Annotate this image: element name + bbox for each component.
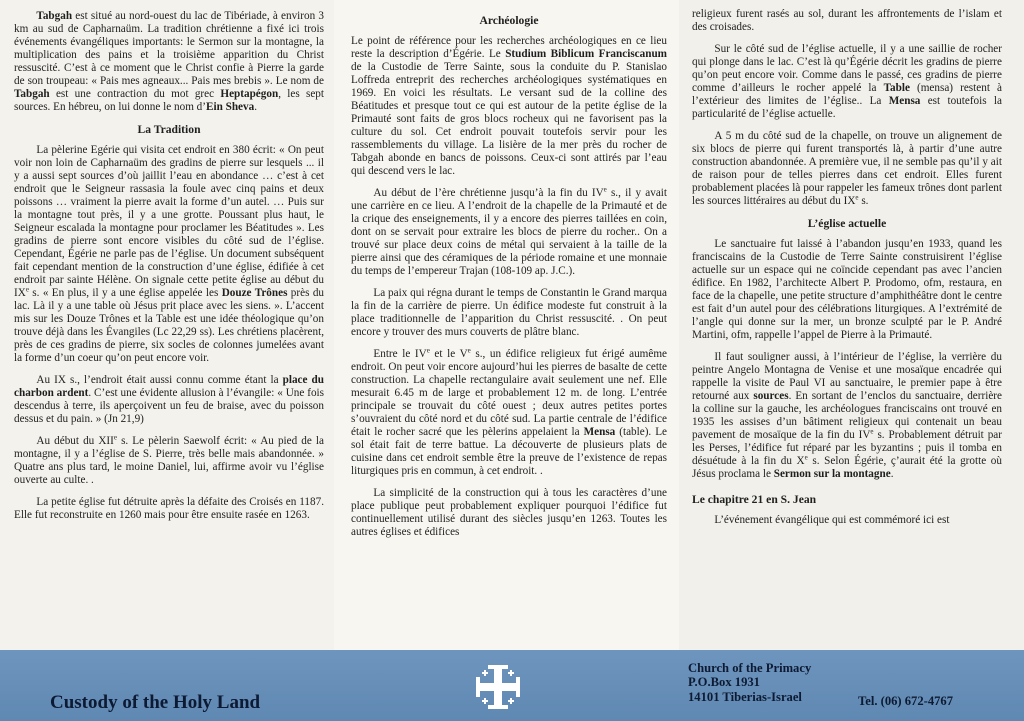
brochure-panel-middle [334,0,679,650]
sanctuaire-paragraph: Le sanctuaire fut laissé à l’abandon jusqu’en 1933, quand les franciscains de la Custodie de Terre Sainte construisirent l’église actuelle sur un espace qui ne coïncide cependant pas avec l’ancien édifice. En 1982, l’architecte Albert P. Prodomo, ofm, restaura, en face de la chapelle, une petite structure d’amphithéâtre dont le centre est fait d’un autel pour des célébrations liturgiques. A l’extrémité de l’angle qui donne sur la mer, un bronze sculpté par le P. André Martini, ofm, rappelle l’appel de Pierre à la Primauté. [692,238,1002,342]
charbon-paragraph [14,374,324,426]
text: est une contraction du mot grec [49,87,221,100]
heading-eglise-actuelle: L’église actuelle [807,216,887,230]
superscript: e [25,285,29,294]
text: Au début de l’ère chrétienne jusqu’à la fin du IV [373,187,604,200]
superscript: e [467,346,471,355]
text: La pèlerine Egérie qui visita cet endroit en 380 écrit: « On peut voir non loin de Capharnaüm des gradins de pierre sur lesquels ... il y a aussi sept sources d’où jaillit l’eau en abondance … c’est à cet endroit que le Seigneur rassasia la foule avec cinq pains et deux poissons … vraiment la pierre avait la forme d’un autel. … Puis sur la montagne tout près, il y a une grotte. Poussant plus haut, le Seigneur escalada la montagne pour proclamer les Béatitudes ». Les gradins de pierre sont encore visibles du côté sud de l’église. Cependant, Égérie ne parle pas de l’église. Un document subséquent fait cependant mention de la construction d’une église, édifiée à cet endroit par sainte Hélène. On signale cette petite église au début du IX [14,144,324,300]
superscript: e [804,453,808,462]
text: . [254,100,257,113]
text: s., un édifice religieux fut érigé aumême endroit. On peut voir encore aujourd’hui les pierres de basalte de cette construction. La chapelle rectangulaire avait seulement une nef. Elle mesurait 6.45 m de large et probablement 12 m. de long. L’entrée principale se trouvait du côté ouest ; deux autres petites portes s’ouvraient du côté nord et du côté sud. La partie centrale de l’édifice était le rocher sacré que les pèlerins appelaient la [351,348,667,438]
text: de la Custodie de Terre Sainte, sous la conduite du P. Stanislao Loffreda entreprit des recherches archéologiques systématiques en 1969. En voici les résultats. Le versant sud de la colline des Béatitudes et presque tout ce qui est autour de la petite église de la Primauté sont faits de gros blocs rocheux qui ne favorisent pas la culture du sol. Cet endroit pouvait toutefois servir pour les rassemblements du village. La lisière de la mer près du rocher de Tabgah abonde en bancs de poissons. Ceux-ci sont attirés par l’eau qui descend vers le lac. [351,61,667,178]
term-ein-sheva: Ein Sheva [206,100,255,113]
term-tabgah-2: Tabgah [14,87,50,100]
term-douze-trones: Douze Trônes [221,287,288,300]
edifice-paragraph [351,348,667,478]
text: Le point de référence pour les recherches archéologiques en ce lieu reste la description d’Égérie. Le [351,35,667,61]
term-heptapegon: Heptapégon [220,87,279,100]
text: (table). Le sol était fait de terre battue. La découverte de plusieurs plats de cuisine dans cet endroit semble être la preuve de l’existence de repas liturgiques pris en commun, à cet endroit. . [351,426,667,477]
superscript: e [113,433,117,442]
text: . En sortant de l’enclos du sanctuaire, derrière la colline sur la gauche, les archéologues franciscains ont trouvé en 1935 les assises d’un bâtiment religieux qui contenait un beau pavement de mosaïque de la fin du IV [692,390,1002,441]
heading-tradition: La Tradition [137,122,201,136]
text: s. Probablement détruit par les Perses, l’édifice fut réparé par les byzantins ; puis il tomba en désuétude à la fin du X [692,429,1002,467]
text: . [890,467,894,480]
arch-intro-paragraph [351,35,667,178]
footer-title: Custody of the Holy Land [50,692,261,713]
brochure-panel-right [679,0,1024,650]
term-table: Table [883,81,910,94]
term-mensa: Mensa [583,426,616,438]
text: près du lac. Là il y a une table où Jésus prit place avec les siens. ». L’accent mis sur les Douze Trônes et la Table est une idée théologique qu’on trouve déjà dans les Évangiles (Lc 22,29 ss). Les chrétiens placèrent, près de ces gradins de pierre, six socles de colonnes jumelées avant la forme d’un coeur qu’on peut encore voir. [14,287,325,365]
text: , les sept sources. En hébreu, on lui donne le nom d’ [14,87,324,113]
superscript: e [426,346,430,355]
continuation-paragraph: religieux furent rasés au sol, durant les affrontements de l’islam et des croisades. [692,8,1002,33]
superscript: e [855,193,859,202]
superscript: e [870,427,874,436]
saillie-paragraph [692,43,1002,121]
text: est situé au nord-ouest du lac de Tibériade, à environ 3 km au sud de Capharnaüm. La tradition chrétienne a fixé ici trois événements évangéliques importants: le Sermon sur la montagne, la multiplication des pains et la troisième apparition du Christ ressuscité. C’est à ce moment que le Christ confie à Pierre la garde de son troupeau: « Pais mes agneaux... Pais mes brebis ». Le nom de [14,10,324,87]
text: Il faut souligner aussi, à l’intérieur de l’église, la verrière du peintre Angelo Montagna de Venise et une mosaïque encadrée qui rappelle la visite de Paul VI au sanctuaire, le premier pape à être retourné aux [692,351,1002,403]
tradition-paragraph [14,144,324,365]
text: s. « En plus, il y a une église appelée les [28,287,222,300]
verriere-paragraph [692,351,1002,481]
text: et le V [429,348,468,361]
simplicite-paragraph: La simplicité de la construction qui à tous les caractères d’une place publique peut probablement expliquer pourquoi l’édifice fut continuellement utilisé durant des siècles jusqu’en 1263. Toutes les autres églises et édifices [351,486,667,538]
alignement-paragraph [692,130,1002,208]
superscript: e [603,185,607,194]
text: Au IX s., l’endroit était aussi connu comme étant la [36,374,283,387]
jerusalem-cross-icon [470,659,526,715]
term-charbon-ardent: place du charbon ardent [14,374,324,400]
address-line: P.O.Box 1931 [688,675,760,690]
destruction-paragraph: La petite église fut détruite après la défaite des Croisés en 1187. Elle fut reconstruite en 1260 mais pour être ensuite rasée en 1263. [14,495,324,521]
heading-chapitre-21: Le chapitre 21 en S. Jean [692,492,817,506]
footer-telephone: Tel. (06) 672-4767 [858,694,954,708]
saewolf-paragraph [14,435,324,487]
term-mensa: Mensa [888,94,921,107]
text: A 5 m du côté sud de la chapelle, on trouve un alignement de six blocs de pierre qui furent transportés là, à partir d’une autre construction abandonnée. A première vue, il ne semble pas qu’il y ait de raison pour de telles pierres dans cet endroit. Elles furent probablement placées là pour rappeler les fameux trônes dont parlent les sources littéraires au début du IX [692,129,1002,207]
heading-archeologie: Archéologie [479,14,539,27]
brochure-panel-left [0,0,334,650]
term-tabgah: Tabgah [36,10,73,22]
text: est toutefois la particularité de l’église actuelle. [692,94,1002,120]
address-line: Church of the Primacy [688,661,812,675]
text: Sur le côté sud de l’église actuelle, il y a une saillie de rocher qui plonge dans le lac. C’est là qu’Égérie décrit les gradins de pierre qu’on peut encore voir. Comme dans le passé, ces gradins de pierre comme d’ailleurs le rocher appelé la [692,42,1002,94]
intro-paragraph [14,10,324,114]
text: Au début du XII [36,434,114,447]
text: s. Selon Égérie, ç’aurait été la grotte où Jésus proclama le [692,454,1002,480]
text: Entre le IV [373,348,427,361]
address-line: 14101 Tiberias-Israel [688,689,802,704]
term-sources: sources [753,390,789,403]
text: s. [858,194,869,207]
text: s., il y avait une carrière en ce lieu. A l’endroit de la chapelle de la Primauté et de la crique des enseignements, il y a encore des pierres taillées en coin, dont on se servait pour extraire les blocs de pierre du rocher.. On a trouvé sur place deux coins de métal qui servaient à la taille de la pierre ainsi que des céramiques de la période romaine et une monnaie du temps de l’empereur Trajan (108-109 ap. J.C.). [351,187,668,278]
footer-address [688,661,811,704]
text: . C’est une évidente allusion à l’évangile: « Une fois descendus à terre, ils aperçoivent un feu de braise, avec du poisson dessus et du pain. » (Jn 21,9) [14,387,325,425]
chapitre-paragraph: L’événement évangélique qui est commémoré ici est [714,514,950,527]
term-sermon: Sermon sur la montagne [773,467,891,480]
constantin-paragraph: La paix qui régna durant le temps de Constantin le Grand marqua la fin de la carrière de pierre. Un édifice modeste fut construit à la place traditionnelle de l’apparition du Christ ressuscité. . On peut encore y trouver des murs couverts de plâtre blanc. [351,287,667,339]
text: s. Le pèlerin Saewolf écrit: « Au pied de la montagne, il y a l’église de S. Pierre, très belle mais abandonnée. » Quatre ans plus tard, le moine Daniel, lui, affirme avoir vu l’église ouverte au culte. . [14,434,325,486]
term-studium: Studium Biblicum Franciscanum [505,48,667,61]
carriere-paragraph [351,187,667,278]
text: (mensa) restent à l’extérieur des limites de l’église.. La [692,81,1002,107]
